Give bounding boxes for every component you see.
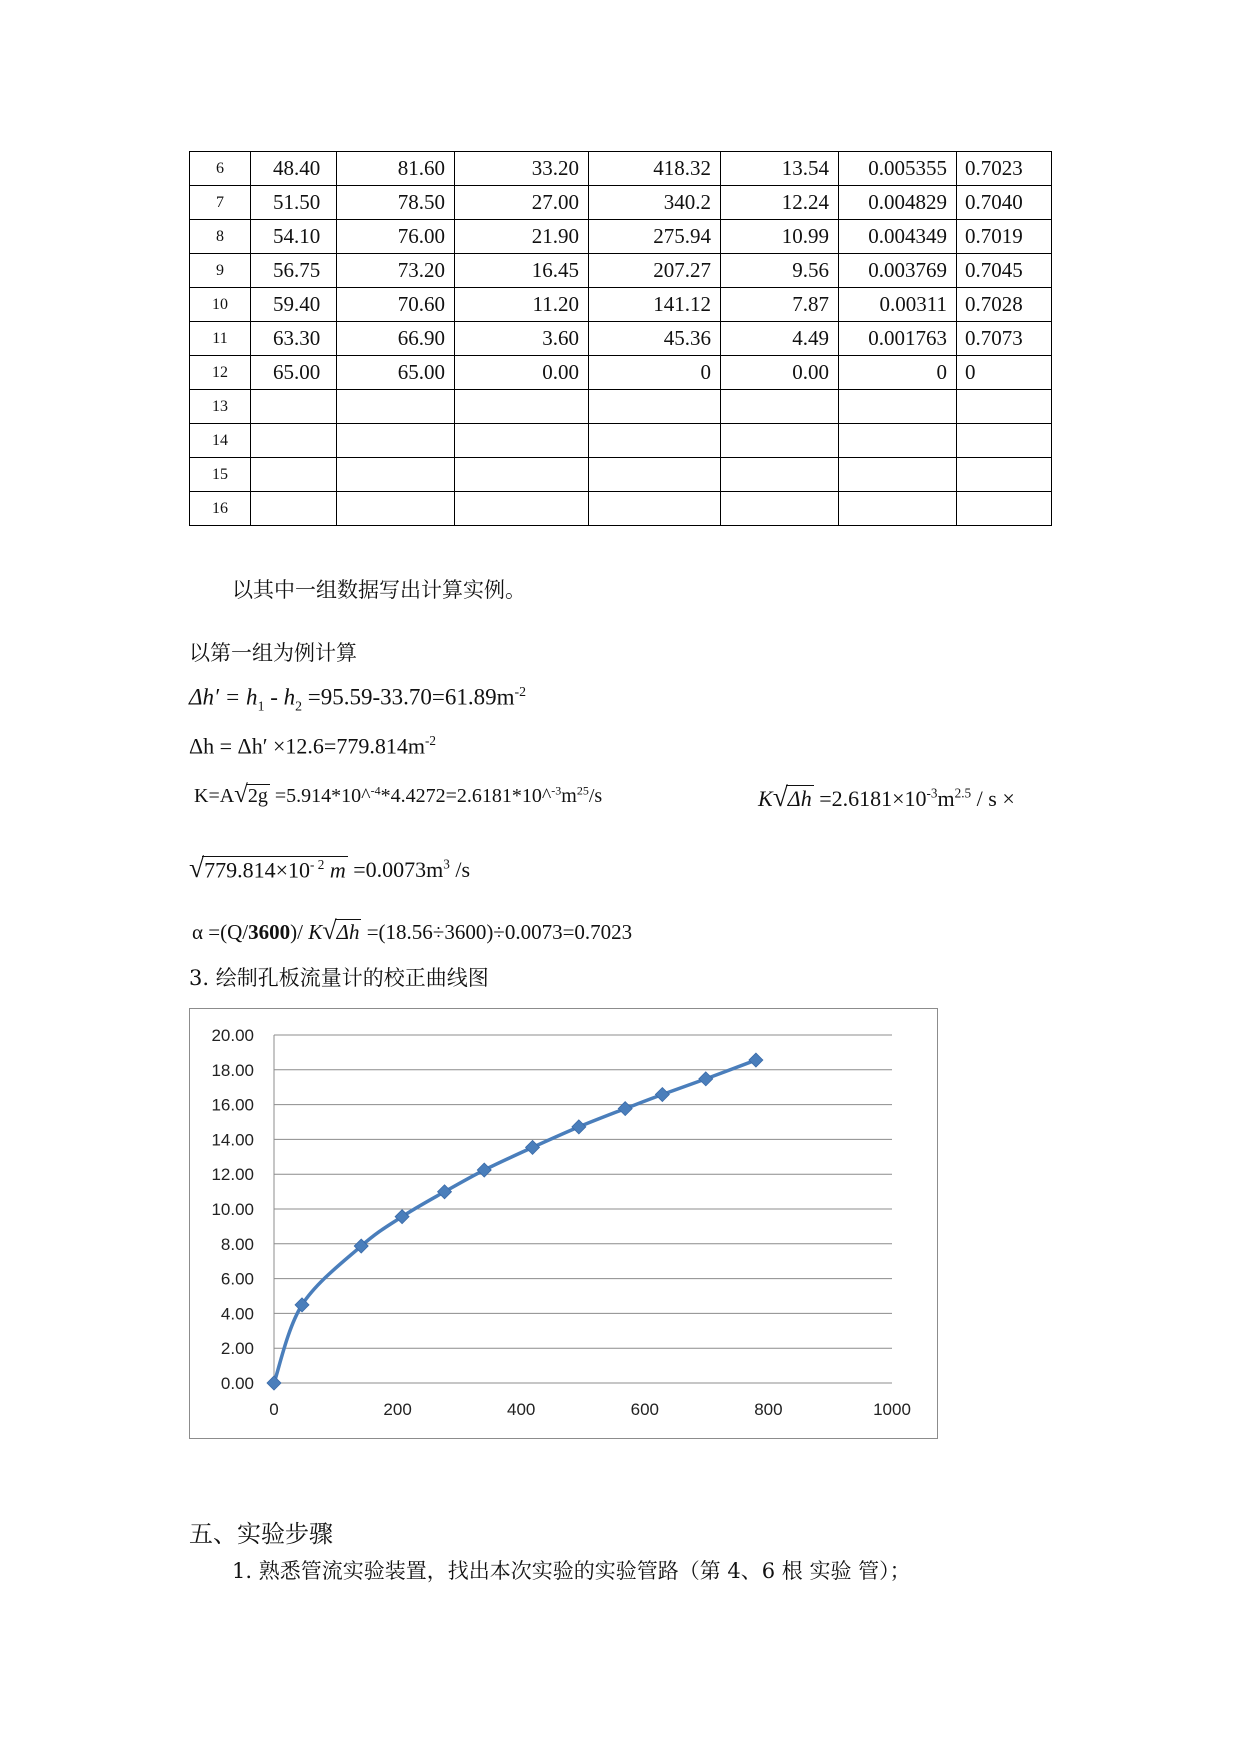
table-cell [957,458,1052,492]
table-cell: 73.20 [337,254,455,288]
table-cell: 340.2 [589,186,721,220]
table-cell: 0.005355 [839,152,957,186]
table-cell [721,424,839,458]
section-heading: 五、实验步骤 [189,1520,333,1548]
table-row [190,390,1052,424]
eq6-alpha: α [192,920,204,944]
eq1-mid: - h [264,684,296,710]
row-index-cell: 8 [190,220,251,254]
table-cell [839,458,957,492]
table-cell: 418.32 [589,152,721,186]
eq1-lhs: Δh′ = h [189,684,258,710]
row-index-cell: 11 [190,322,251,356]
equation-k [194,781,602,809]
table-body [190,152,1052,526]
table-cell [251,424,337,458]
table-cell: 78.50 [337,186,455,220]
table-cell [251,390,337,424]
eq3-rad: 2g [247,785,268,807]
table-row [190,186,1052,220]
table-cell: 45.36 [589,322,721,356]
eq5-exp: - 2 [310,856,325,872]
y-tick-label: 6.00 [220,1269,254,1289]
table-cell: 275.94 [589,220,721,254]
data-point [438,1185,452,1199]
eq6-b: )/ [290,920,309,944]
eq4-k: K [758,786,773,811]
sqrt-icon: √ [772,781,788,812]
table-cell [721,492,839,526]
table-cell [455,424,589,458]
eq4-unit-exp: 2.5 [954,785,972,801]
table-cell: 0.7045 [957,254,1052,288]
eq1-rhs: =95.59-33.70=61.89m [302,684,515,710]
table-cell [589,458,721,492]
data-point [572,1120,586,1134]
eq5-rest: =0.0073m [347,857,444,882]
table-cell: 51.50 [251,186,337,220]
eq4-val: =2.6181×10 [813,786,927,811]
table-cell: 13.54 [721,152,839,186]
table-cell: 4.49 [721,322,839,356]
y-tick-label: 20.00 [211,1026,254,1045]
table-cell: 0 [589,356,721,390]
table-cell: 0.00 [455,356,589,390]
eq4-rad: Δh [787,786,812,811]
table-cell [251,492,337,526]
table-cell [251,458,337,492]
table-cell: 0.7019 [957,220,1052,254]
table-cell: 81.60 [337,152,455,186]
table-cell: 63.30 [251,322,337,356]
step3-heading: 3. 绘制孔板流量计的校正曲线图 [189,966,489,990]
x-tick-label: 600 [630,1400,659,1419]
table-cell: 0.001763 [839,322,957,356]
row-index-cell: 7 [190,186,251,220]
row-index-cell: 12 [190,356,251,390]
chart-svg [190,1009,939,1440]
data-point [749,1053,763,1067]
equation-dh-prime [189,684,526,714]
table-cell: 11.20 [455,288,589,322]
table-cell: 0.7028 [957,288,1052,322]
step1-text: 1. 熟悉管流实验装置，找出本次实验的实验管路（第 4、6 根 实验 管）； [232,1559,911,1583]
y-tick-label: 0.00 [220,1374,254,1393]
row-index-cell: 6 [190,152,251,186]
table-cell: 0 [839,356,957,390]
eq3-e: /s [588,785,603,807]
data-point [655,1088,669,1102]
table-cell: 0.004829 [839,186,957,220]
series-line [274,1060,756,1383]
table-cell: 0.7073 [957,322,1052,356]
table-cell [589,390,721,424]
row-index-cell: 10 [190,288,251,322]
sqrt-icon: √ [322,916,337,945]
table-cell [721,458,839,492]
table-cell: 65.00 [251,356,337,390]
intro-text: 以其中一组数据写出计算实例。 [232,578,526,602]
table-cell: 141.12 [589,288,721,322]
eq6-bold: 3600 [248,920,291,944]
eq5-tail: /s [449,857,471,882]
data-point [477,1163,491,1177]
table-cell: 0.00 [721,356,839,390]
data-point [618,1102,632,1116]
row-index-cell: 14 [190,424,251,458]
sqrt-icon: √ [234,781,248,808]
x-tick-label: 400 [507,1400,536,1419]
table-cell: 48.40 [251,152,337,186]
eq1-sub1: 1 [257,698,265,714]
eq3-a: K=A [194,785,235,807]
equation-q [189,852,470,884]
table-cell: 207.27 [589,254,721,288]
y-tick-label: 8.00 [220,1234,254,1254]
y-tick-label: 10.00 [211,1200,254,1219]
table-cell: 0.7040 [957,186,1052,220]
x-tick-label: 1000 [873,1400,911,1419]
table-cell: 0.7023 [957,152,1052,186]
x-tick-label: 0 [269,1400,279,1419]
eq3-d: m [561,785,577,807]
table-cell [957,492,1052,526]
table-cell: 33.20 [455,152,589,186]
table-cell: 16.45 [455,254,589,288]
table-cell: 9.56 [721,254,839,288]
table-row [190,424,1052,458]
table-cell [721,390,839,424]
data-table [189,151,1052,526]
table-cell [839,390,957,424]
eq5-m: m [324,857,346,882]
table-cell: 0.004349 [839,220,957,254]
data-point [267,1376,281,1390]
table-cell: 12.24 [721,186,839,220]
eq3-c-exp: -3 [551,783,562,798]
equation-k-sqrt-dh [758,781,1015,813]
table-cell [337,424,455,458]
table-cell [337,458,455,492]
y-tick-label: 18.00 [211,1060,254,1080]
table-cell [957,390,1052,424]
table-row [190,458,1052,492]
row-index-cell: 15 [190,458,251,492]
eq3-b: =5.914*10^ [269,785,371,807]
table-row [190,254,1052,288]
table-row [190,288,1052,322]
table-cell: 27.00 [455,186,589,220]
table-cell: 0.003769 [839,254,957,288]
sqrt-icon: √ [189,852,205,883]
data-point [699,1072,713,1086]
table-cell: 56.75 [251,254,337,288]
row-index-cell: 13 [190,390,251,424]
eq6-a: =(Q/ [203,920,249,944]
eq3-c: *4.4272=2.6181*10^ [380,785,552,807]
equation-dh [189,733,436,759]
table-cell: 76.00 [337,220,455,254]
eq1-exp: -2 [514,684,527,699]
eq6-c: =(18.56÷3600)÷0.0073=0.7023 [361,920,633,944]
eq5-rad-text: 779.814×10 [204,857,311,882]
table-cell [957,424,1052,458]
eq4-tail: / s × [971,786,1015,811]
first-group-text: 以第一组为例计算 [189,641,357,665]
table-cell [589,492,721,526]
row-index-cell: 9 [190,254,251,288]
table-cell [455,390,589,424]
table-cell [839,492,957,526]
eq2-exp: -2 [424,733,436,748]
table-row [190,220,1052,254]
table-cell [589,424,721,458]
eq3-d-exp: 25 [576,783,589,798]
table-cell [337,390,455,424]
table-cell: 70.60 [337,288,455,322]
eq4-unit: m [937,786,955,811]
table-cell [337,492,455,526]
y-tick-label: 2.00 [220,1339,254,1359]
eq5-rest-exp: 3 [443,856,450,872]
x-tick-label: 200 [383,1400,412,1419]
y-tick-label: 12.00 [211,1165,254,1185]
eq1-sub2: 2 [295,698,303,714]
table-cell: 54.10 [251,220,337,254]
table-cell: 21.90 [455,220,589,254]
table-cell [839,424,957,458]
row-index-cell: 16 [190,492,251,526]
table-cell [455,458,589,492]
equation-alpha [192,916,632,946]
y-tick-label: 16.00 [211,1095,254,1115]
table-cell: 65.00 [337,356,455,390]
eq6-rad: Δh [336,920,360,944]
table-cell: 59.40 [251,288,337,322]
eq2-text: Δh = Δh′ ×12.6=779.814m [189,733,425,759]
eq4-exp: -3 [926,785,938,801]
eq5-rad [202,856,348,883]
eq6-k: K [308,920,323,944]
table-cell [455,492,589,526]
table-cell: 66.90 [337,322,455,356]
table-cell: 3.60 [455,322,589,356]
data-point [526,1140,540,1154]
table-row [190,356,1052,390]
table-cell: 10.99 [721,220,839,254]
table-row [190,152,1052,186]
x-tick-label: 800 [754,1400,783,1419]
table-cell: 7.87 [721,288,839,322]
y-tick-label: 14.00 [211,1130,254,1150]
table-cell: 0 [957,356,1052,390]
calibration-chart [189,1008,938,1439]
table-cell: 0.00311 [839,288,957,322]
eq3-b-exp: -4 [370,783,381,798]
table-row [190,492,1052,526]
y-tick-label: 4.00 [220,1304,254,1324]
table-row [190,322,1052,356]
